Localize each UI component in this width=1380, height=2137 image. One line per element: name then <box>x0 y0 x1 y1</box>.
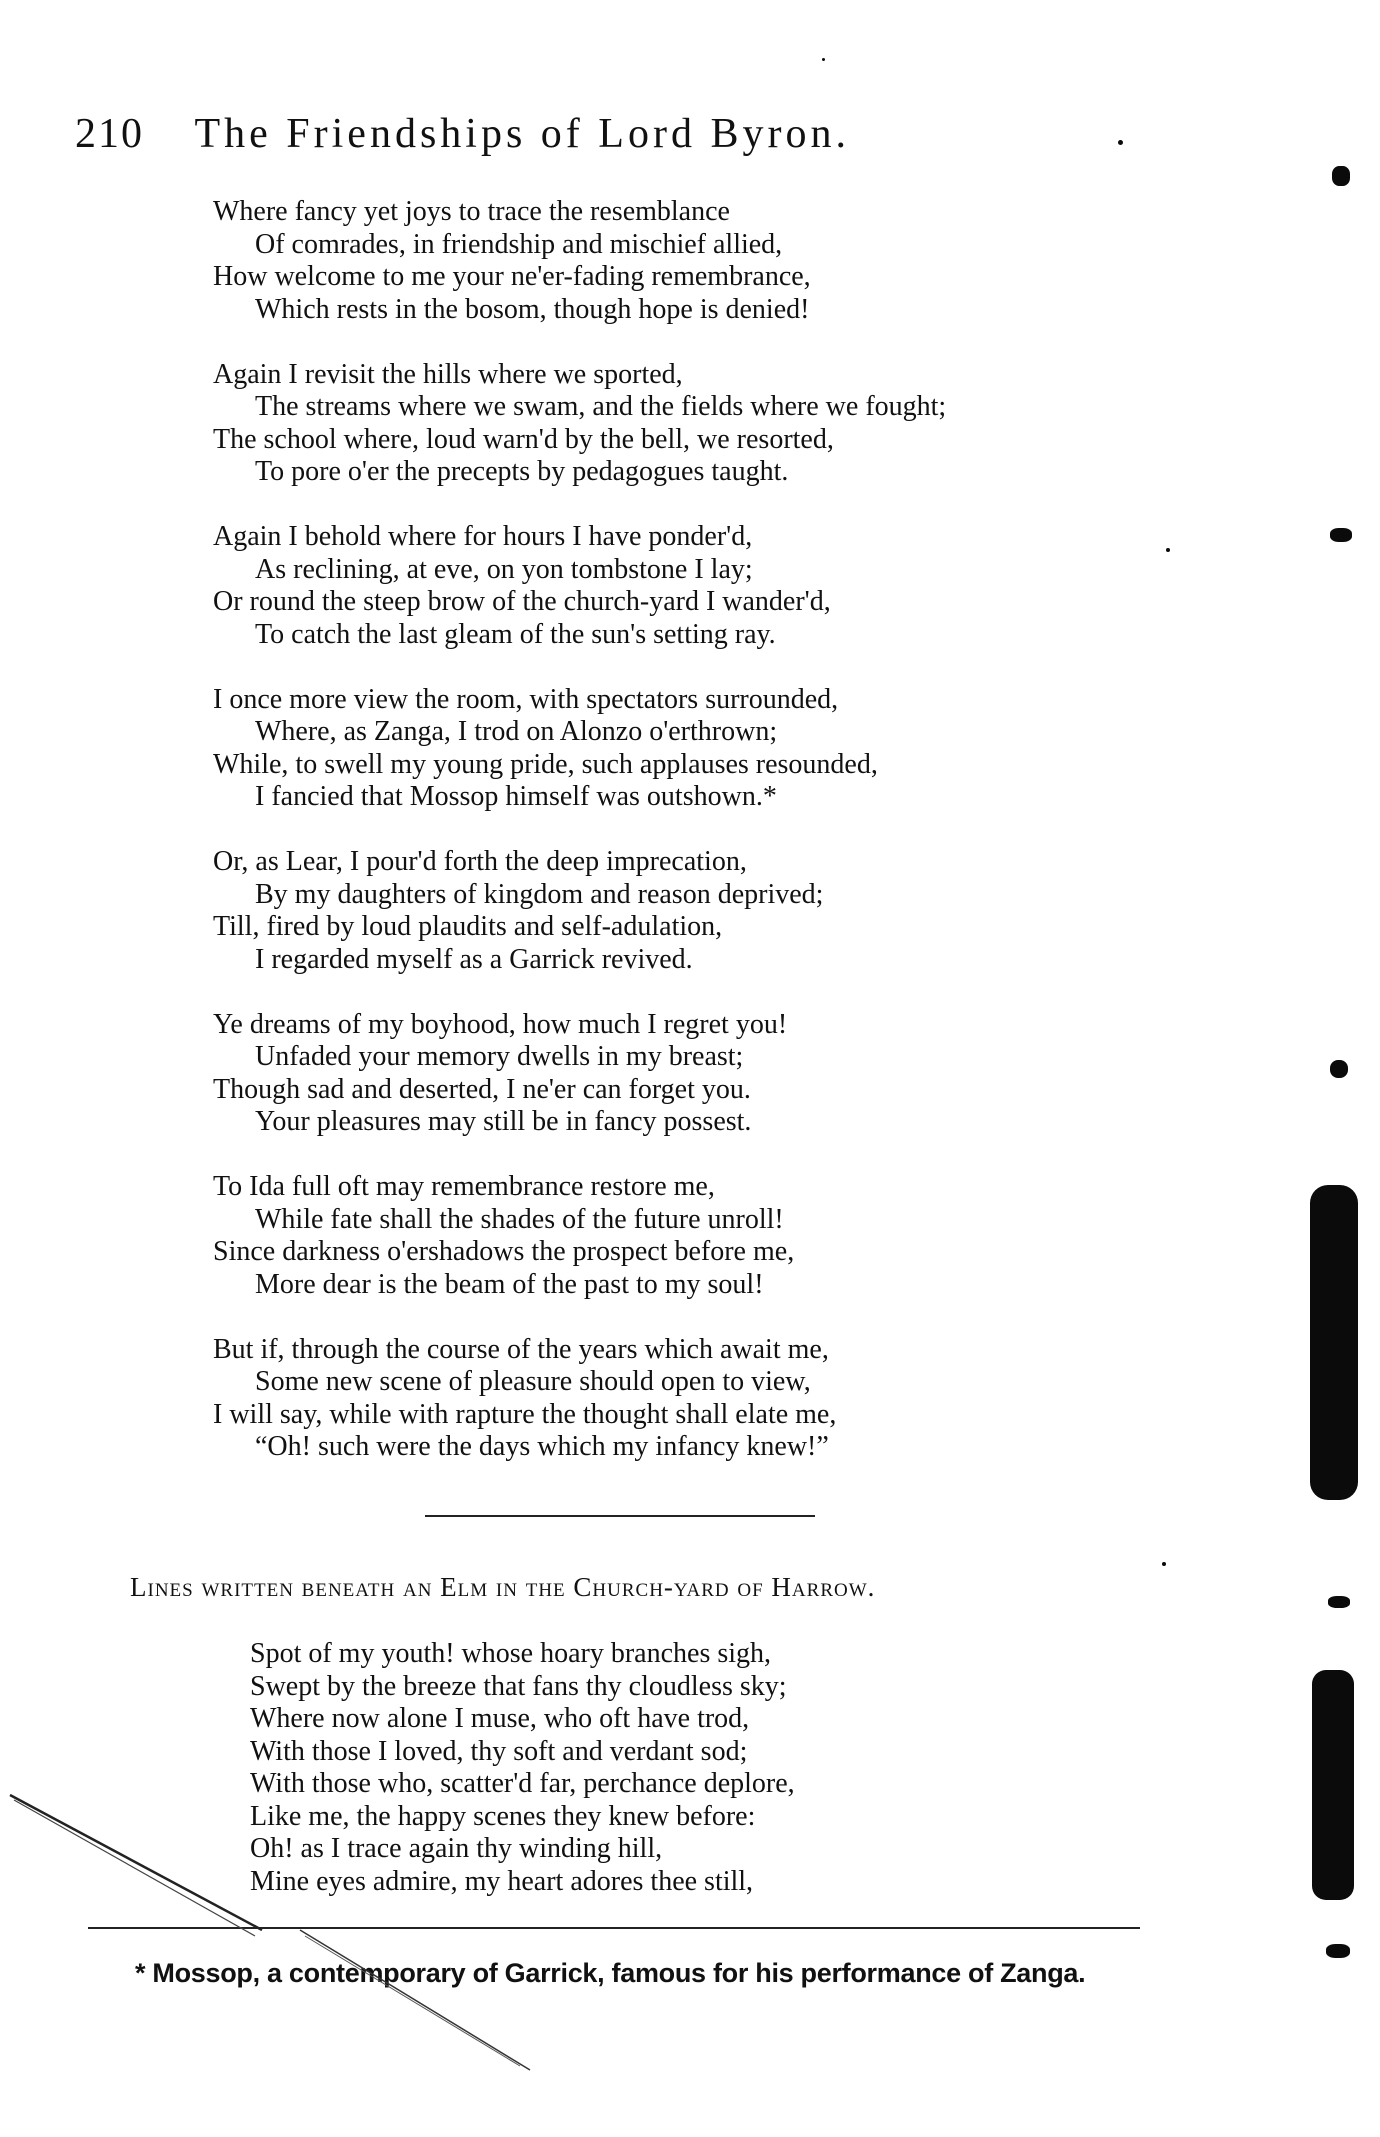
poem-line: To catch the last gleam of the sun's setting ray. <box>255 618 776 650</box>
poem-line: By my daughters of kingdom and reason deprived; <box>255 878 824 910</box>
poem-line: Again I behold where for hours I have ponder'd, <box>213 521 753 552</box>
poem-line: Or round the steep brow of the church-yard I wander'd, <box>213 586 831 617</box>
stanza <box>213 359 946 489</box>
speck <box>1166 548 1170 552</box>
poem-line: Some new scene of pleasure should open to view, <box>255 1366 811 1397</box>
speck <box>1162 1562 1166 1566</box>
stanza <box>213 1334 946 1464</box>
edge-ink-mark <box>1310 1185 1358 1500</box>
poem-line: Unfaded your memory dwells in my breast; <box>255 1041 744 1072</box>
edge-ink-mark <box>1328 1596 1350 1608</box>
page-number: 210 <box>75 111 144 157</box>
poem-line: I will say, while with rapture the thought shall elate me, <box>213 1398 837 1430</box>
poem-line: I regarded myself as a Garrick revived. <box>255 943 693 975</box>
stanza <box>213 846 946 976</box>
page-header <box>75 110 1175 158</box>
poem-line: Swept by the breeze that fans thy cloudless sky; <box>250 1670 787 1702</box>
poem-line: Where now alone I muse, who oft have trod, <box>250 1703 750 1734</box>
poem-line: Oh! as I trace again thy winding hill, <box>250 1833 663 1864</box>
poem-line: Which rests in the bosom, though hope is denied! <box>255 293 810 325</box>
poem-line: More dear is the beam of the past to my soul! <box>255 1268 764 1300</box>
poem-line: “Oh! such were the days which my infancy knew!” <box>255 1431 829 1462</box>
pencil-stroke-mark <box>0 1770 560 2090</box>
poem-line: But if, through the course of the years which await me, <box>213 1333 829 1365</box>
poem-line: I fancied that Mossop himself was outshown.* <box>255 781 777 812</box>
poem-line: Where, as Zanga, I trod on Alonzo o'erthrown; <box>255 716 778 747</box>
edge-ink-mark <box>1332 166 1350 186</box>
poem-line: Your pleasures may still be in fancy possest. <box>255 1106 752 1137</box>
edge-ink-mark <box>1330 1060 1348 1078</box>
poem-line: To Ida full oft may remembrance restore me, <box>213 1171 715 1202</box>
poem-line: As reclining, at eve, on yon tombstone I lay; <box>255 553 753 585</box>
poem-line: With those I loved, thy soft and verdant sod; <box>250 1735 748 1767</box>
poem-line: How welcome to me your ne'er-fading remembrance, <box>213 261 811 292</box>
poem-line: Since darkness o'ershadows the prospect before me, <box>213 1236 795 1267</box>
section-divider <box>425 1515 815 1517</box>
poem-line: Ye dreams of my boyhood, how much I regret you! <box>213 1008 788 1040</box>
stanza <box>213 196 946 326</box>
footnote: * Mossop, a contemporary of Garrick, famous for his performance of Zanga. <box>135 1958 1086 1988</box>
poem-line: Like me, the happy scenes they knew before: <box>250 1800 756 1832</box>
stanza <box>213 1171 946 1301</box>
running-title: The Friendships of Lord Byron. <box>194 111 850 157</box>
edge-ink-mark <box>1326 1944 1350 1958</box>
poem-line: While, to swell my young pride, such applauses resounded, <box>213 748 878 780</box>
poem-line: Mine eyes admire, my heart adores thee still, <box>250 1865 754 1897</box>
poem-line: While fate shall the shades of the future unroll! <box>255 1203 784 1235</box>
poem-line: Though sad and deserted, I ne'er can forget you. <box>213 1073 751 1105</box>
edge-ink-mark <box>1330 528 1352 542</box>
poem-line: Or, as Lear, I pour'd forth the deep imprecation, <box>213 846 747 877</box>
speck <box>822 58 825 61</box>
poem-line: Where fancy yet joys to trace the resemblance <box>213 196 730 227</box>
speck <box>1118 140 1123 145</box>
stanza <box>213 521 946 651</box>
poem-line: To pore o'er the precepts by pedagogues taught. <box>255 456 789 487</box>
poem-line: With those who, scatter'd far, perchance deplore, <box>250 1768 795 1799</box>
poem-line: Spot of my youth! whose hoary branches sigh, <box>250 1638 772 1669</box>
poem-line: Till, fired by loud plaudits and self-adulation, <box>213 911 723 942</box>
poem-line: Of comrades, in friendship and mischief allied, <box>255 228 783 260</box>
poem-line: The streams where we swam, and the fields where we fought; <box>255 391 947 422</box>
edge-ink-mark <box>1312 1670 1354 1900</box>
poem-line: Again I revisit the hills where we sported, <box>213 358 683 390</box>
poem-line: The school where, loud warn'd by the bell, we resorted, <box>213 423 834 455</box>
stanza <box>213 1009 946 1139</box>
poem-line: I once more view the room, with spectators surrounded, <box>213 683 839 715</box>
section-title: Lines written beneath an Elm in the Church-yard of Harrow. <box>130 1572 876 1602</box>
stanza <box>213 684 946 814</box>
poem-remembrance <box>213 196 946 1496</box>
